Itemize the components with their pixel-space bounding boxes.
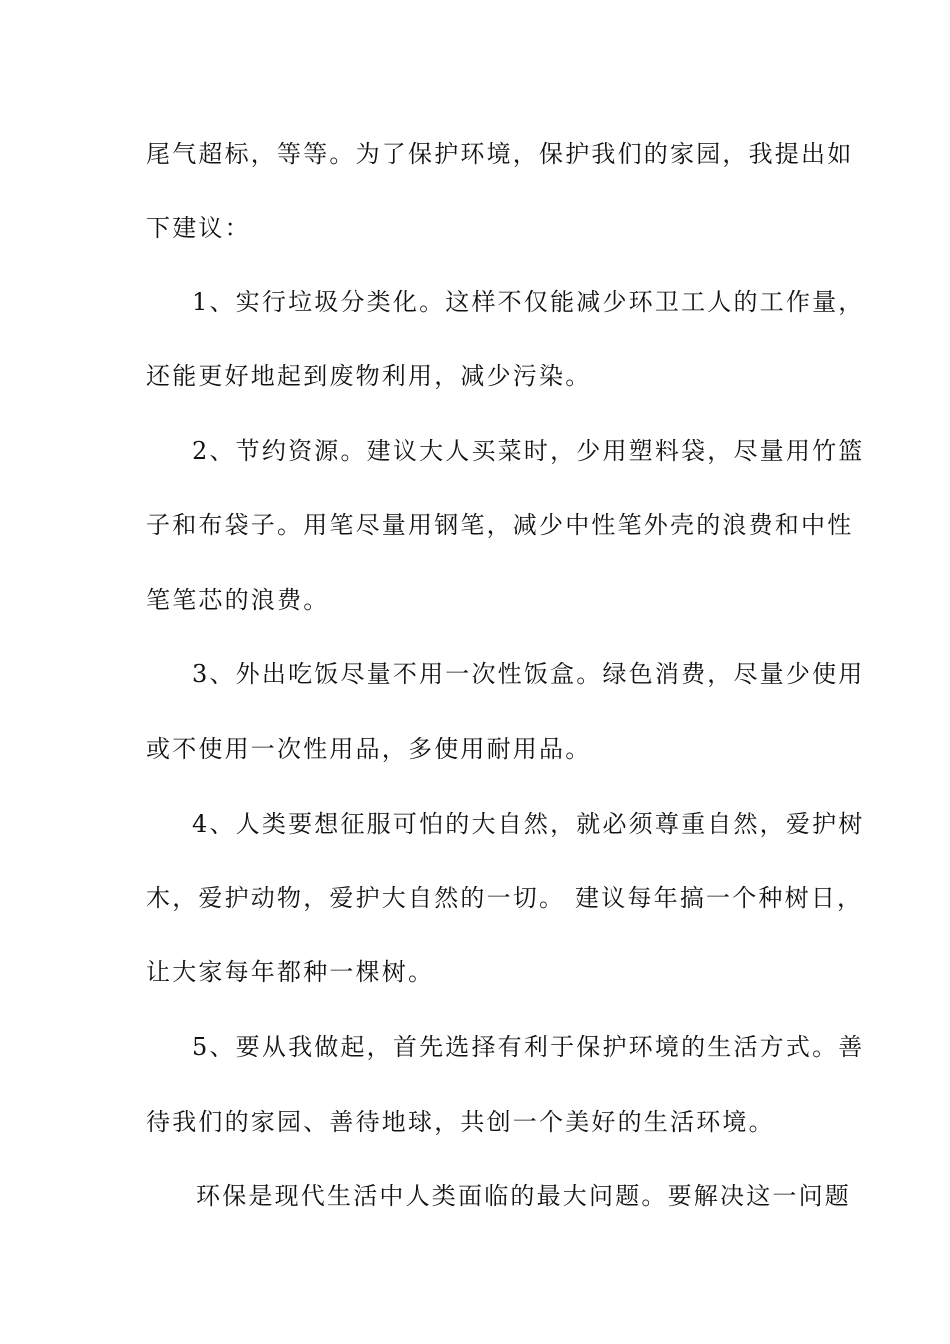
paragraph-start-line: 环保是现代生活中人类面临的最大问题。要解决这一问题 [196,1182,851,1210]
text-line: 或不使用一次性用品，多使用耐用品。 [146,735,592,763]
text-line: 木，爱护动物，爱护大自然的一切。 建议每年搞一个种树日， [146,884,864,912]
text-line: 笔笔芯的浪费。 [146,586,330,614]
list-item-5-line: 5、要从我做起，首先选择有利于保护环境的生活方式。善 [192,1033,865,1061]
list-item-2-line: 2、节约资源。建议大人买菜时，少用塑料袋，尽量用竹篮 [192,437,865,465]
text-line: 下建议： [146,214,251,242]
text-line: 子和布袋子。用笔尽量用钢笔，减少中性笔外壳的浪费和中性 [146,511,854,539]
list-item-1-line: 1、实行垃圾分类化。这样不仅能减少环卫工人的工作量， [192,288,865,316]
list-item-3-line: 3、外出吃饭尽量不用一次性饭盒。绿色消费，尽量少使用 [192,660,865,688]
list-item-4-line: 4、人类要想征服可怕的大自然，就必须尊重自然，爱护树 [192,810,865,838]
text-line: 还能更好地起到废物利用，减少污染。 [146,362,592,390]
text-line: 让大家每年都种一棵树。 [146,958,435,986]
text-line: 尾气超标，等等。为了保护环境，保护我们的家园，我提出如 [146,140,854,168]
text-line: 待我们的家园、善待地球，共创一个美好的生活环境。 [146,1108,775,1136]
